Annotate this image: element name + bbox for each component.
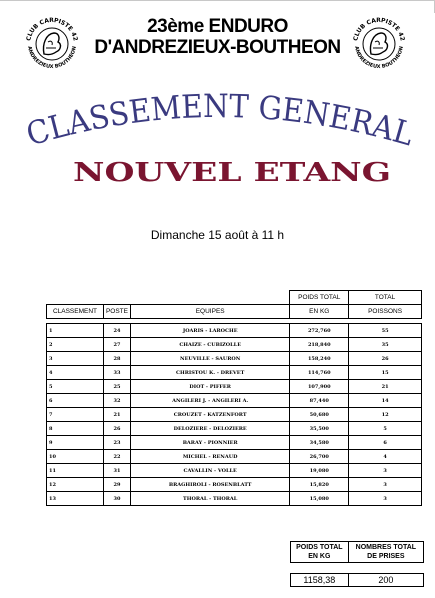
cell-team: MICHEL - RENAUD — [131, 450, 290, 464]
cell-weight: 107,900 — [290, 380, 349, 394]
cell-post: 25 — [103, 380, 130, 394]
cell-fish: 12 — [349, 408, 422, 422]
cell-team: CAVALLIN - VOLLE — [131, 464, 290, 478]
table-row — [47, 478, 422, 492]
cell-post: 27 — [103, 338, 130, 352]
cell-post: 21 — [103, 408, 130, 422]
cell-post: 30 — [103, 492, 130, 506]
total-weight-value: 1158,38 — [291, 574, 349, 587]
cell-post: 26 — [103, 422, 130, 436]
header-fish: POISSONS — [349, 305, 422, 319]
logo-left-top-text: CLUB CARPISTE 42 — [25, 16, 79, 42]
cell-weight: 114,760 — [290, 366, 349, 380]
cell-fish: 15 — [349, 366, 422, 380]
total-catches-value: 200 — [348, 574, 423, 587]
cell-weight: 15,820 — [290, 478, 349, 492]
cell-rank: 3 — [47, 352, 104, 366]
cell-post: 32 — [103, 394, 130, 408]
cell-weight: 34,580 — [290, 436, 349, 450]
cell-rank: 5 — [47, 380, 104, 394]
cell-post: 28 — [103, 352, 130, 366]
header-post: POSTE — [103, 305, 130, 319]
cell-fish: 14 — [349, 394, 422, 408]
cell-fish: 3 — [349, 464, 422, 478]
cell-rank: 7 — [47, 408, 104, 422]
event-title-line2: D'ANDREZIEUX-BOUTHEON — [94, 37, 341, 58]
header-rank: CLASSEMENT — [47, 305, 104, 319]
arc-title-text — [22, 87, 418, 154]
table-row — [47, 366, 422, 380]
table-row — [47, 352, 422, 366]
cell-weight: 19,080 — [290, 464, 349, 478]
totals-table — [290, 541, 424, 587]
cell-rank: 9 — [47, 436, 104, 450]
cell-weight: 35,500 — [290, 422, 349, 436]
cell-fish: 3 — [349, 492, 422, 506]
cell-rank: 1 — [47, 324, 104, 338]
cell-fish: 35 — [349, 338, 422, 352]
cell-fish: 26 — [349, 352, 422, 366]
cell-post: 29 — [103, 478, 130, 492]
cell-team: BARAY - PIONNIER — [131, 436, 290, 450]
cell-post: 24 — [103, 324, 130, 338]
cell-fish: 21 — [349, 380, 422, 394]
header-weight: EN KG — [290, 305, 349, 319]
cell-post: 33 — [103, 366, 130, 380]
cell-rank: 10 — [47, 450, 104, 464]
cell-team: BRAGHIROLI - ROSENBLATT — [131, 478, 290, 492]
cell-fish: 6 — [349, 436, 422, 450]
top-frame-border — [0, 0, 435, 13]
cell-rank: 8 — [47, 422, 104, 436]
cell-fish: 5 — [349, 422, 422, 436]
cell-team: DELOZIERE - DELOZIERE — [131, 422, 290, 436]
table-row — [47, 408, 422, 422]
table-row — [47, 422, 422, 436]
header-fish-top: TOTAL — [349, 291, 422, 305]
total-catches-label: NOMBRES TOTAL DE PRISES — [348, 542, 423, 563]
cell-team: JOARIS - LAROCHE — [131, 324, 290, 338]
heading-graphic — [0, 86, 435, 196]
table-row — [47, 464, 422, 478]
cell-post: 23 — [103, 436, 130, 450]
table-row — [47, 492, 422, 506]
table-row — [47, 450, 422, 464]
cell-team: DIOT - PIFFER — [131, 380, 290, 394]
table-row — [47, 436, 422, 450]
cell-rank: 4 — [47, 366, 104, 380]
table-row — [47, 394, 422, 408]
cell-weight: 50,680 — [290, 408, 349, 422]
table-row — [47, 338, 422, 352]
cell-fish: 3 — [349, 478, 422, 492]
header-teams: EQUIPES — [131, 305, 290, 319]
header-weight-top: POIDS TOTAL — [290, 291, 349, 305]
subtitle: NOUVEL ETANG — [73, 158, 391, 188]
event-title-line1: 23ème ENDURO — [147, 16, 288, 37]
cell-weight: 158,240 — [290, 352, 349, 366]
cell-team: CHRISTOU K. - DREVET — [131, 366, 290, 380]
arc-title: CLASSEMENT GENERAL — [22, 86, 420, 154]
cell-team: NEUVILLE - SAURON — [131, 352, 290, 366]
cell-rank: 11 — [47, 464, 104, 478]
logo-right-bottom-text: ANDREZIEUX BOUTHEON — [353, 45, 405, 71]
cell-team: THORAL - THORAL — [131, 492, 290, 506]
cell-post: 31 — [103, 464, 130, 478]
ranking-rows — [47, 324, 422, 506]
cell-weight: 87,440 — [290, 394, 349, 408]
cell-fish: 55 — [349, 324, 422, 338]
cell-weight: 26,700 — [290, 450, 349, 464]
logo-left-bottom-text: ANDREZIEUX BOUTHEON — [26, 45, 78, 71]
cell-team: CROUZET - KATZENFORT — [131, 408, 290, 422]
cell-rank: 2 — [47, 338, 104, 352]
cell-weight: 218,840 — [290, 338, 349, 352]
cell-weight: 272,760 — [290, 324, 349, 338]
ranking-table — [46, 290, 422, 506]
logo-right-top-text: CLUB CARPISTE 42 — [352, 16, 406, 42]
cell-rank: 13 — [47, 492, 104, 506]
total-weight-label: POIDS TOTAL EN KG — [291, 542, 349, 563]
event-date: Dimanche 15 août à 11 h — [150, 228, 285, 242]
table-row — [47, 324, 422, 338]
cell-post: 22 — [103, 450, 130, 464]
cell-rank: 12 — [47, 478, 104, 492]
table-row — [47, 380, 422, 394]
cell-weight: 15,080 — [290, 492, 349, 506]
cell-rank: 6 — [47, 394, 104, 408]
cell-team: ANGILERI J. - ANGILERI A. — [131, 394, 290, 408]
cell-fish: 4 — [349, 450, 422, 464]
cell-team: CHAIZE - CUBIZOLLE — [131, 338, 290, 352]
